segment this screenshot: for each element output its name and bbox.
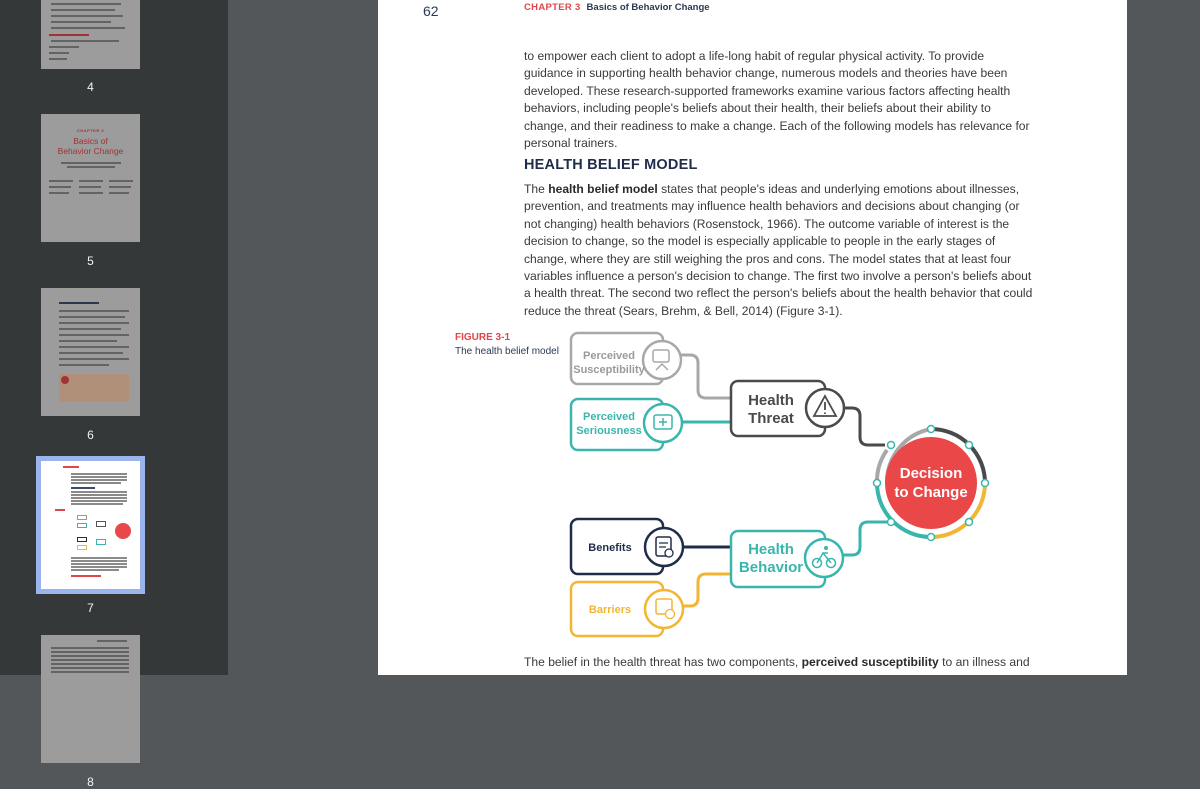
node-label: Health bbox=[748, 541, 794, 558]
running-head-title: Basics of Behavior Change bbox=[586, 2, 710, 13]
node-health-behavior bbox=[731, 531, 843, 587]
node-label: Susceptibility bbox=[573, 364, 645, 376]
thumbnail-callout-box bbox=[59, 374, 129, 402]
node-label: Barriers bbox=[588, 604, 632, 616]
node-decision-to-change bbox=[874, 426, 989, 541]
hbm-paragraph: The health belief model states that people's ideas and underlying emotions about illnesses, prevention, and treatments may influence health behaviors and decisions about changing (or not changing) health behaviors (Rosenstock, 1966). The outcome variable of interest is the decision to change, so the model is especially applicable to people in the early stages of change, where they are still weighing the pros and cons. The model states that at least four variables influence a person's decision to change. The first two involve a person's beliefs about a health threat. The second two reflect the person's beliefs about the health behavior that could reduce the threat (Sears, Brehm, & Bell, 2014) (Figure 3-1). bbox=[524, 182, 1033, 318]
node-perceived-susceptibility bbox=[571, 333, 681, 384]
node-barriers bbox=[571, 582, 683, 636]
connector-threat-decision bbox=[842, 408, 885, 445]
page-thumbnail-4[interactable] bbox=[41, 0, 140, 69]
node-label: to Change bbox=[894, 484, 968, 501]
thumbnail-page-number: 4 bbox=[87, 80, 94, 94]
page-thumbnail-8[interactable] bbox=[41, 635, 140, 763]
connector-barriers-behavior bbox=[680, 574, 730, 606]
document-page bbox=[378, 0, 1127, 675]
thumbnail-page-number: 7 bbox=[87, 601, 94, 615]
document-viewer[interactable] bbox=[228, 0, 1200, 675]
node-label: Seriousness bbox=[576, 425, 642, 437]
running-head-chapter: CHAPTER 3 bbox=[524, 2, 581, 13]
thumbnail-chapter-label: CHAPTER 3 bbox=[76, 128, 105, 133]
thumbnail-page-number: 6 bbox=[87, 428, 94, 442]
node-health-threat bbox=[731, 381, 844, 436]
thumbnail-callout-icon bbox=[61, 376, 69, 384]
node-label: Behavior bbox=[738, 559, 804, 576]
thumbnail-sidebar bbox=[0, 0, 228, 789]
connector-behavior-decision bbox=[842, 522, 890, 555]
bottom-paragraph: The belief in the health threat has two components, perceived susceptibility to an illness and bbox=[524, 655, 1030, 669]
page-number: 62 bbox=[423, 3, 439, 19]
page-thumbnail-7[interactable] bbox=[41, 461, 140, 589]
figure-caption: The health belief model bbox=[455, 346, 559, 357]
page-thumbnail-6[interactable] bbox=[41, 288, 140, 416]
node-label: Perceived bbox=[583, 350, 635, 362]
thumbnail-title-line-2: Behavior Change bbox=[57, 146, 124, 156]
node-label: Threat bbox=[748, 410, 794, 427]
connector-susceptibility-threat bbox=[680, 355, 730, 398]
key-term: perceived susceptibility bbox=[801, 655, 939, 669]
page-thumbnail-5[interactable] bbox=[41, 114, 140, 242]
node-label: Perceived bbox=[583, 411, 635, 423]
thumbnail-title-line-1: Basics of bbox=[73, 136, 108, 146]
figure-label: FIGURE 3-1 bbox=[455, 332, 511, 343]
thumbnail-page-number: 5 bbox=[87, 254, 94, 268]
node-label: Decision bbox=[899, 465, 963, 482]
node-label: Health bbox=[748, 392, 794, 409]
health-belief-model-diagram bbox=[378, 0, 1127, 675]
section-heading: HEALTH BELIEF MODEL bbox=[524, 157, 698, 173]
key-term: health belief model bbox=[548, 182, 658, 196]
node-benefits bbox=[571, 519, 683, 574]
thumbnail-page-number: 8 bbox=[87, 775, 94, 789]
node-perceived-seriousness bbox=[571, 399, 682, 450]
node-label: Benefits bbox=[588, 542, 632, 554]
intro-paragraph: to empower each client to adopt a life-long habit of regular physical activity. To provide guidance in supporting health behavior change, numerous models and theories have been developed. These research-supported frameworks examine various factors affecting health behaviors, including people's beliefs about their health, their beliefs about their ability to change, and their readiness to make a change. Each of the following models has relevance for personal trainers. bbox=[524, 49, 1030, 151]
